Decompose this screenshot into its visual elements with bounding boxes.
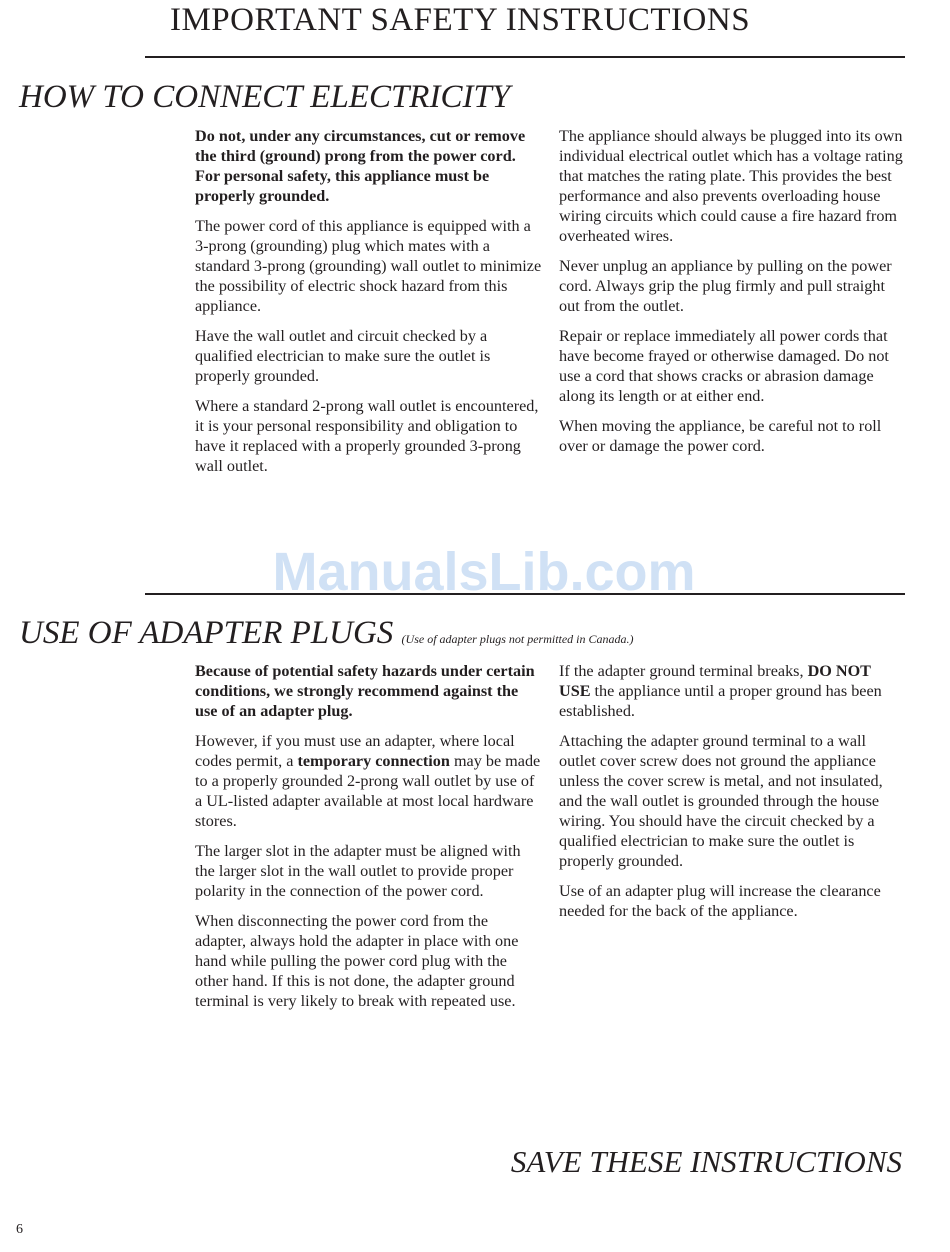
terminal-breaks-text-2: the appliance until a proper ground has been established.	[559, 682, 882, 720]
paragraph-3-prong-plug: The power cord of this appliance is equipped with a 3-prong (grounding) plug which mates with a standard 3-prong (grounding) wall outlet to minimize the possibility of electric shock hazard from this appliance.	[195, 217, 542, 315]
connect-left-column	[195, 126, 543, 486]
do-not-use-bold: DO NOT USE	[559, 662, 871, 700]
paragraph-clearance: Use of an adapter plug will increase the clearance needed for the back of the appliance.	[559, 882, 881, 920]
terminal-breaks-text-1: If the adapter ground terminal breaks,	[559, 662, 808, 680]
page-title: IMPORTANT SAFETY INSTRUCTIONS	[169, 2, 751, 38]
adapter-warning: Because of potential safety hazards under certain conditions, we strongly recommend against the use of an adapter plug.	[195, 662, 535, 720]
adapter-right-column	[559, 661, 904, 931]
paragraph-terminal-breaks	[559, 661, 904, 721]
header-rule	[145, 56, 905, 58]
paragraph-2-prong-outlet: Where a standard 2-prong wall outlet is encountered, it is your personal responsibility and obligation to have it replaced with a properly grounded 3-prong wall outlet.	[195, 397, 539, 475]
paragraph-unplug: Never unplug an appliance by pulling on the power cord. Always grip the plug firmly and pull straight out from the outlet.	[559, 257, 892, 315]
watermark: ManualsLib.com	[272, 542, 696, 602]
paragraph-disconnecting: When disconnecting the power cord from the adapter, always hold the adapter in place with one hand while pulling the power cord plug with the other hand. If this is not done, the adapter ground terminal is very likely to break with repeated use.	[195, 912, 519, 1010]
canada-note: (Use of adapter plugs not permitted in Canada.)	[401, 632, 634, 646]
paragraph-cover-screw: Attaching the adapter ground terminal to a wall outlet cover screw does not ground the appliance unless the cover screw is metal, and not insulated, and the wall outlet is grounded through the house wiring. You should have the circuit checked by a qualified electrician to make sure the outlet is properly grounded.	[559, 732, 883, 870]
adapter-left-column	[195, 661, 543, 1021]
grounding-warning: Do not, under any circumstances, cut or remove the third (ground) prong from the power cord. For personal safety, this appliance must be properly grounded.	[195, 127, 526, 205]
paragraph-polarity: The larger slot in the adapter must be aligned with the larger slot in the wall outlet to provide proper polarity in the connection of the power cord.	[195, 842, 521, 900]
adapter-plugs-heading: USE OF ADAPTER PLUGS	[19, 615, 394, 651]
temporary-connection-text-1: However, if you must use an adapter, where local codes permit, a	[195, 732, 515, 770]
temporary-connection-bold: temporary connection	[297, 752, 450, 770]
paragraph-repair-cords: Repair or replace immediately all power cords that have become frayed or otherwise damaged. Do not use a cord that shows cracks or abrasion damage along its length or at either end.	[559, 327, 889, 405]
paragraph-temporary-connection	[195, 731, 543, 831]
section-rule	[145, 593, 905, 595]
page-number: 6	[16, 1222, 23, 1237]
temporary-connection-text-2: may be made to a properly grounded 2-prong wall outlet by use of a UL-listed adapter available at most local hardware stores.	[195, 752, 541, 830]
section-title-connect-electricity: HOW TO CONNECT ELECTRICITY	[19, 79, 511, 115]
paragraph-outlet-check: Have the wall outlet and circuit checked by a qualified electrician to make sure the outlet is properly grounded.	[195, 327, 491, 385]
save-instructions: SAVE THESE INSTRUCTIONS	[510, 1144, 902, 1179]
paragraph-moving-appliance: When moving the appliance, be careful not to roll over or damage the power cord.	[559, 417, 882, 455]
paragraph-individual-outlet: The appliance should always be plugged into its own individual electrical outlet which has a voltage rating that matches the rating plate. This provides the best performance and also prevents overloading house wiring circuits which could cause a fire hazard from overheated wires.	[559, 127, 903, 245]
connect-right-column	[559, 126, 904, 466]
section-title-adapter-plugs	[19, 615, 634, 652]
